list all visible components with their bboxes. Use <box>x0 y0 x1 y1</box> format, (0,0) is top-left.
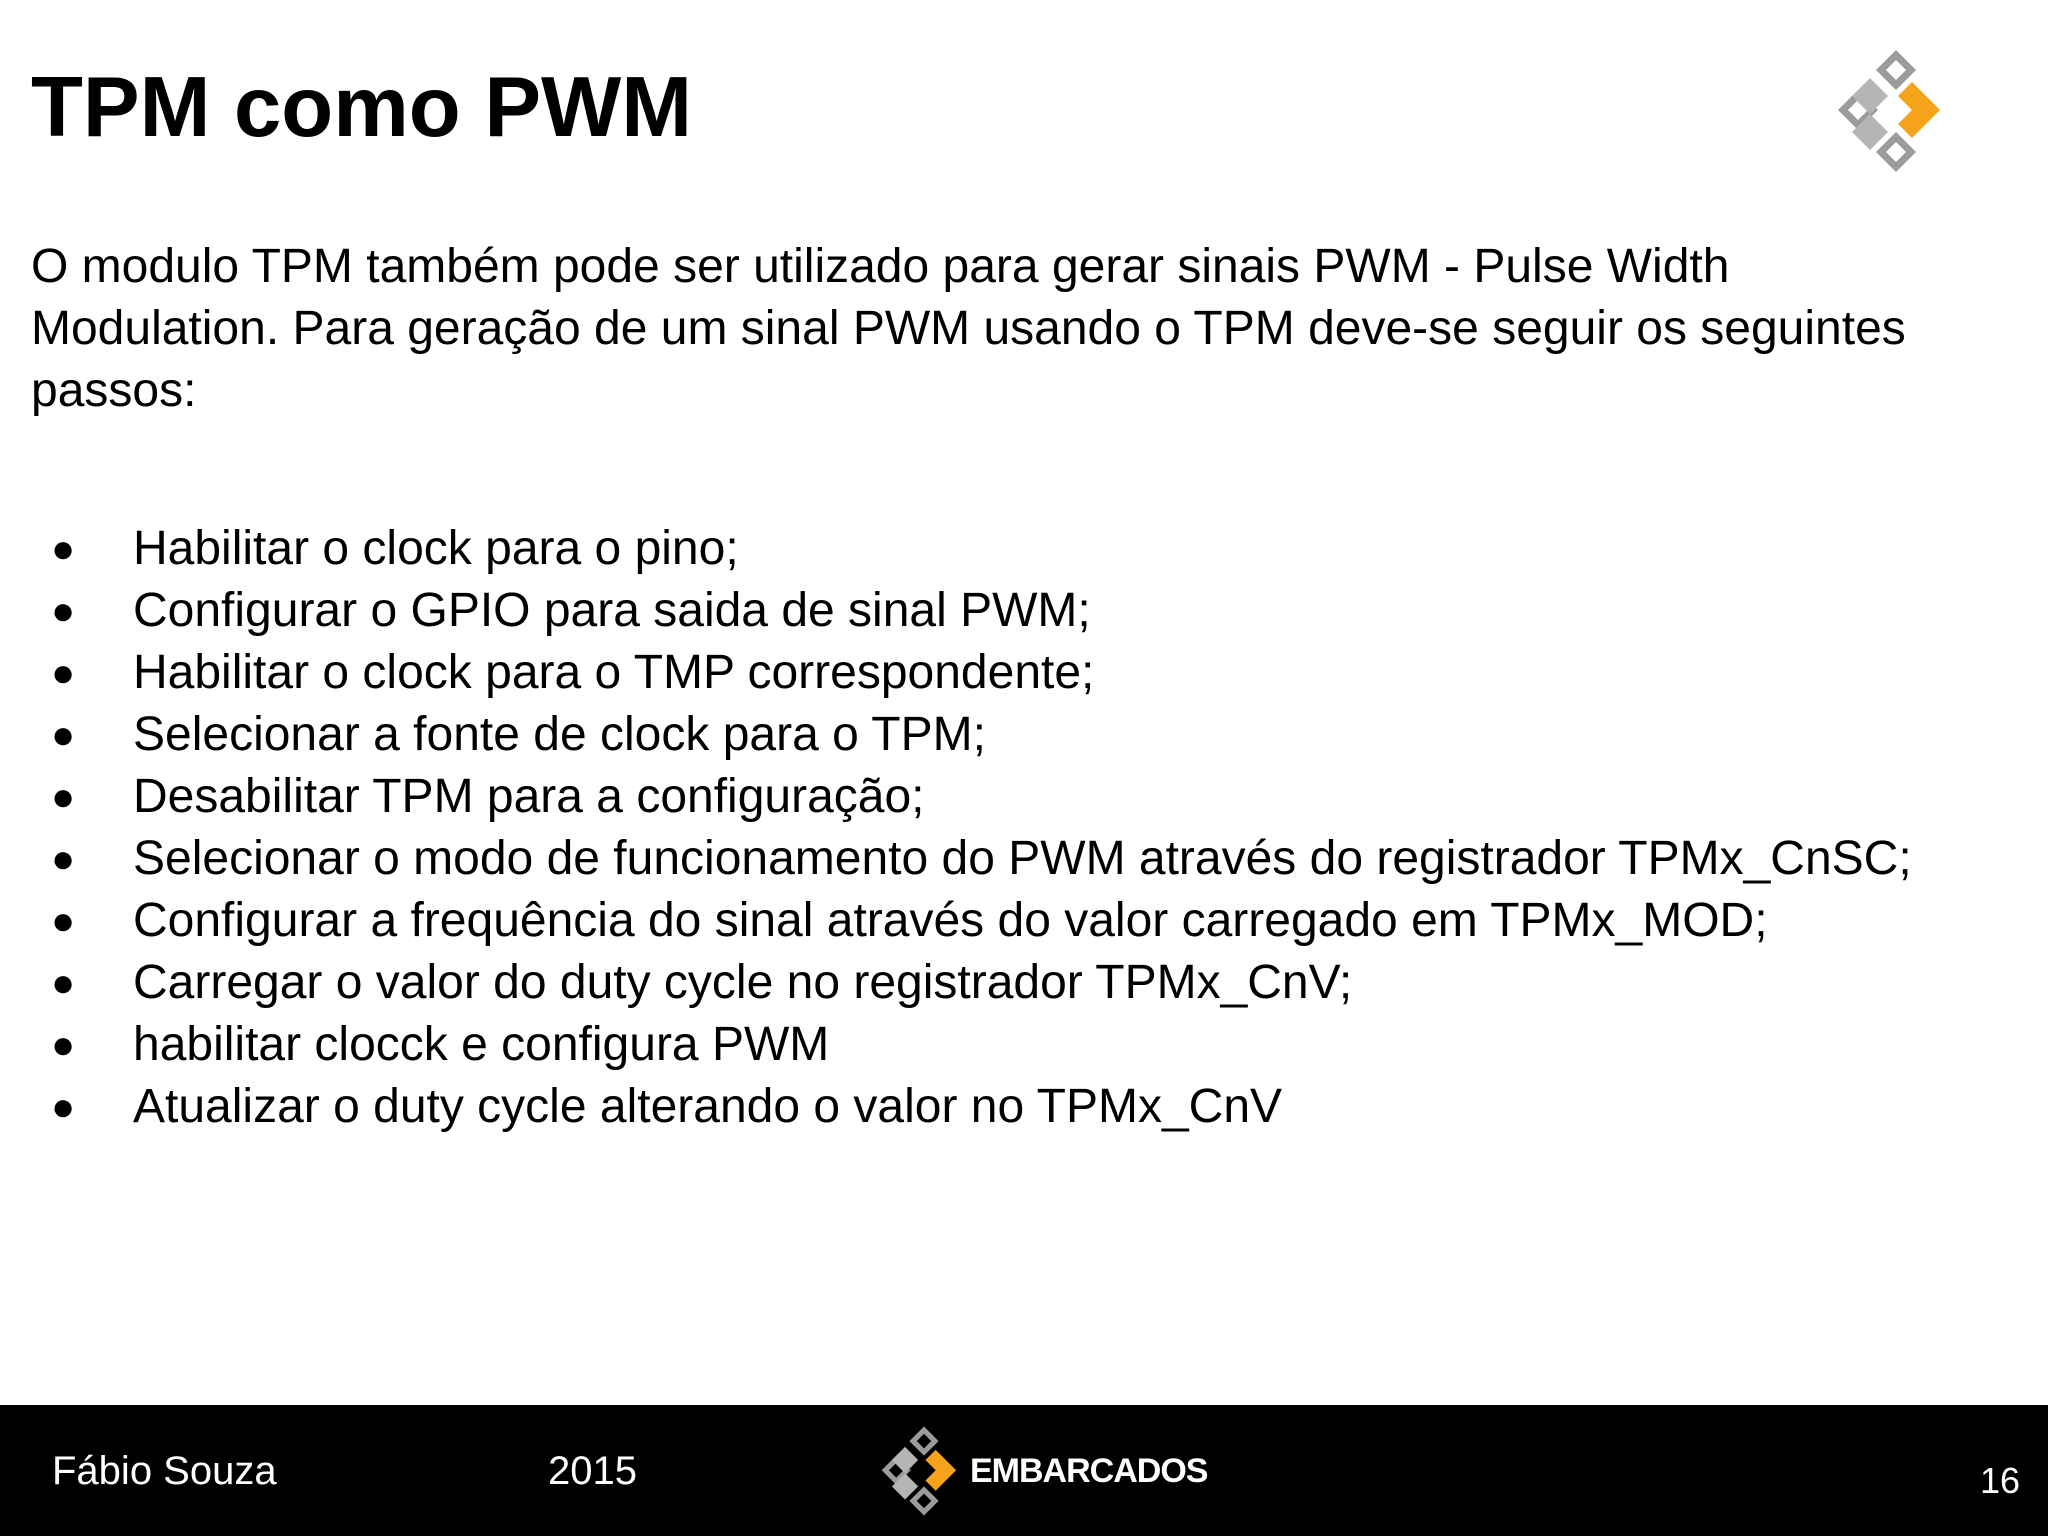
bullet-icon: ● <box>51 1085 76 1129</box>
footer-bar <box>0 1405 2048 1536</box>
list-item <box>31 890 1991 952</box>
step-text: Habilitar o clock para o pino; <box>133 522 739 575</box>
list-item <box>31 704 1991 766</box>
list-item <box>31 1076 1991 1138</box>
footer-year: 2015 <box>548 1449 637 1493</box>
bullet-icon: ● <box>51 1023 76 1067</box>
footer-brand <box>880 1423 1207 1519</box>
embarcados-logo-icon <box>1836 48 1956 174</box>
bullet-icon: ● <box>51 589 76 633</box>
steps-list <box>31 518 1991 1138</box>
list-item <box>31 518 1991 580</box>
bullet-icon: ● <box>51 651 76 695</box>
bullet-icon: ● <box>51 899 76 943</box>
footer-author: Fábio Souza <box>52 1449 277 1493</box>
list-item <box>31 828 1991 890</box>
slide-title: TPM como PWM <box>31 60 693 155</box>
page-number: 16 <box>1979 1460 2020 1501</box>
step-text: Atualizar o duty cycle alterando o valor no TPMx_CnV <box>133 1080 1283 1133</box>
step-text: Configurar o GPIO para saida de sinal PWM; <box>133 584 1091 637</box>
list-item <box>31 952 1991 1014</box>
step-text: habilitar clocck e configura PWM <box>133 1018 830 1071</box>
list-item <box>31 580 1991 642</box>
bullet-icon: ● <box>51 837 76 881</box>
step-text: Carregar o valor do duty cycle no registrador TPMx_CnV; <box>133 956 1353 1009</box>
step-text: Configurar a frequência do sinal através do valor carregado em TPMx_MOD; <box>133 894 1768 947</box>
bullet-icon: ● <box>51 775 76 819</box>
step-text: Habilitar o clock para o TMP correspondente; <box>133 646 1095 699</box>
bullet-icon: ● <box>51 527 76 571</box>
bullet-icon: ● <box>51 961 76 1005</box>
embarcados-logo-icon <box>880 1425 968 1517</box>
list-item <box>31 1014 1991 1076</box>
step-text: Desabilitar TPM para a configuração; <box>133 770 925 823</box>
list-item <box>31 766 1991 828</box>
step-text: Selecionar o modo de funcionamento do PWM através do registrador TPMx_CnSC; <box>133 832 1912 885</box>
step-text: Selecionar a fonte de clock para o TPM; <box>133 708 986 761</box>
footer-brand-name: EMBARCADOS <box>970 1452 1208 1490</box>
bullet-icon: ● <box>51 713 76 757</box>
intro-paragraph: O modulo TPM também pode ser utilizado para gerar sinais PWM - Pulse Width Modulation. Para geração de um sinal PWM usando o TPM deve-se seguir os seguintes passos: <box>31 240 1906 417</box>
list-item <box>31 642 1991 704</box>
